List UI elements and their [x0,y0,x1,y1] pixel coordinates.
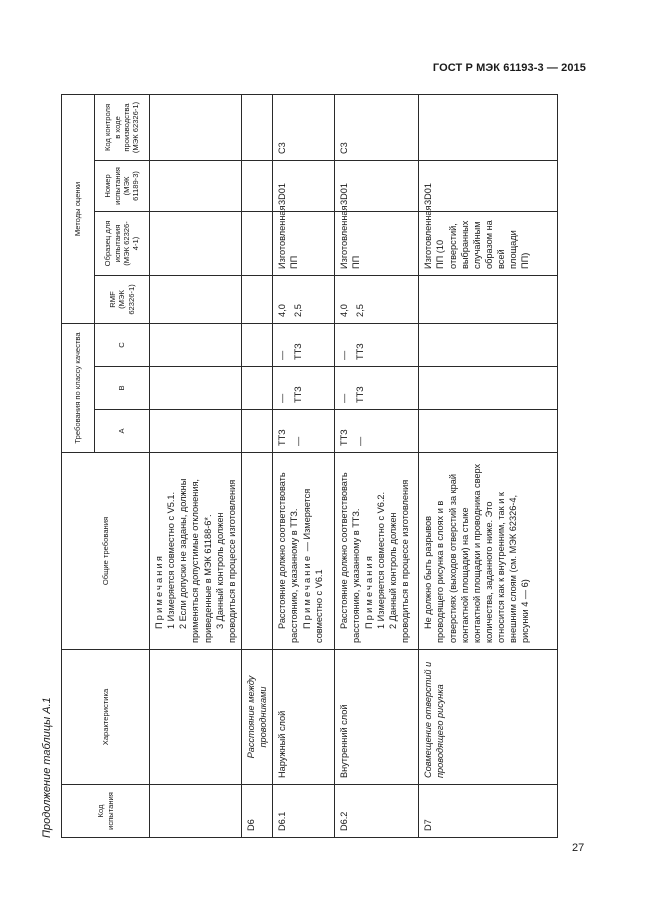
header-test-sample: Образец для испытания (МЭК 62326-4-1) [95,211,150,275]
d61-requirement: Расстояние должно соответствовать расстоянию, указанному в ТТЗ. [277,472,300,643]
d61-class-c-1: — [277,350,288,360]
d7-sample: Изготовленная ПП (10 отверстий, выбранных случайным образом на всей площади ПП) [419,211,558,275]
d62-note-title: Примечания [363,553,374,629]
d61-class-b-1: — [277,393,288,403]
header-test-code: Код испытания [62,785,150,838]
header-test-number: Номер испытания (МЭК 61189-3) [95,160,150,211]
d62-rmf-1: 4,0 [339,304,350,317]
d61-control-code: C3 [273,94,335,160]
d62-rmf-2: 2,5 [355,304,366,317]
d62-note-2: 2 Данный контроль должен проводиться в процессе изготовления [387,479,410,643]
d61-characteristic: Наружный слой [273,650,335,785]
note-1: 1 Измеряется совместно с V5.1. [166,491,177,629]
d62-test-number: 3D01 [335,160,419,211]
table-row [241,94,272,837]
d61-rmf-1: 4,0 [277,304,288,317]
d62-requirement: Расстояние должно соответствовать расстоянию, указанному в ТТЗ. [339,472,362,643]
note-2: 2 Если допуски не заданы, должны применяться допустимые отклонения, приведенные в МЭК 61188-6*. [178,478,213,643]
header-class-b: B [95,367,150,410]
d62-note-1: 1 Измеряется совместно с V6.2. [375,491,386,629]
table-continuation-label: Продолжение таблицы А.1 [41,697,53,838]
document-header: ГОСТ Р МЭК 61193-3 — 2015 [432,62,586,74]
d6-code: D6 [241,785,272,838]
header-rmf: RMF (МЭК 62326-1) [95,275,150,323]
header-mfg-control-code: Код контроля в ходе производства (МЭК 62326-1) [95,94,150,160]
d61-class-a-2: — [293,436,304,446]
d62-class-c-1: — [339,350,350,360]
d62-sample: Изготовленная ПП [335,211,419,275]
d61-rmf-2: 2,5 [293,304,304,317]
d62-class-a-1: ТТЗ [339,429,350,446]
d61-class-b-2: ТТЗ [293,386,304,403]
d61-note-label: Примечание [301,553,312,629]
d62-code: D6.2 [335,785,419,838]
header-assessment-methods: Методы оценки [62,94,95,323]
header-row-1 [62,94,95,837]
table-row [335,94,419,837]
d7-test-number: 3D01 [419,160,558,211]
d62-class-c-2: ТТЗ [355,343,366,360]
d61-note-text: — Измеряется совместно с V6.1 [301,488,324,643]
d7-code: D7 [419,785,558,838]
header-characteristic: Характеристика [62,650,150,785]
rotated-table-area [41,95,559,838]
header-class-c: C [95,323,150,366]
page-number: 27 [572,842,585,854]
header-class-a: A [95,410,150,453]
d6-characteristic: Расстояние между проводниками [241,650,272,785]
note-title: Примечания [154,553,164,629]
d62-class-b-1: — [339,393,350,403]
d61-sample: Изготовленная ПП [273,211,335,275]
d61-code: D6.1 [273,785,335,838]
d62-class-a-2: — [355,436,366,446]
table-row [150,94,242,837]
header-quality-class: Требования по классу качества [62,323,95,452]
d61-test-number: 3D01 [273,160,335,211]
d62-class-b-2: ТТЗ [355,386,366,403]
table-row [419,94,558,837]
d7-requirement: Не должно быть разрывов проводящего рисунка в слоях и в отверстиях (выходов отверстий за край контактной площадки) на стыке контактной площадки и проводника сверх количества, заданного ниже. Это относится как к внутренним, так и к внешним слоям (см. МЭК 62326-4, рисунки 4 — 6) [419,453,558,650]
d7-characteristic: Совмещение отверстий и проводящего рисунка [419,650,558,785]
d62-characteristic: Внутренний слой [335,650,419,785]
header-general-requirements: Общие требования [62,453,150,650]
note-cell [150,453,242,650]
table-row [273,94,335,837]
d62-control-code: C3 [335,94,419,160]
d61-class-c-2: ТТЗ [293,343,304,360]
requirements-table [61,94,558,838]
note-3: 3 Данный контроль должен проводиться в процессе изготовления [214,479,237,643]
d61-class-a-1: ТТЗ [277,429,288,446]
